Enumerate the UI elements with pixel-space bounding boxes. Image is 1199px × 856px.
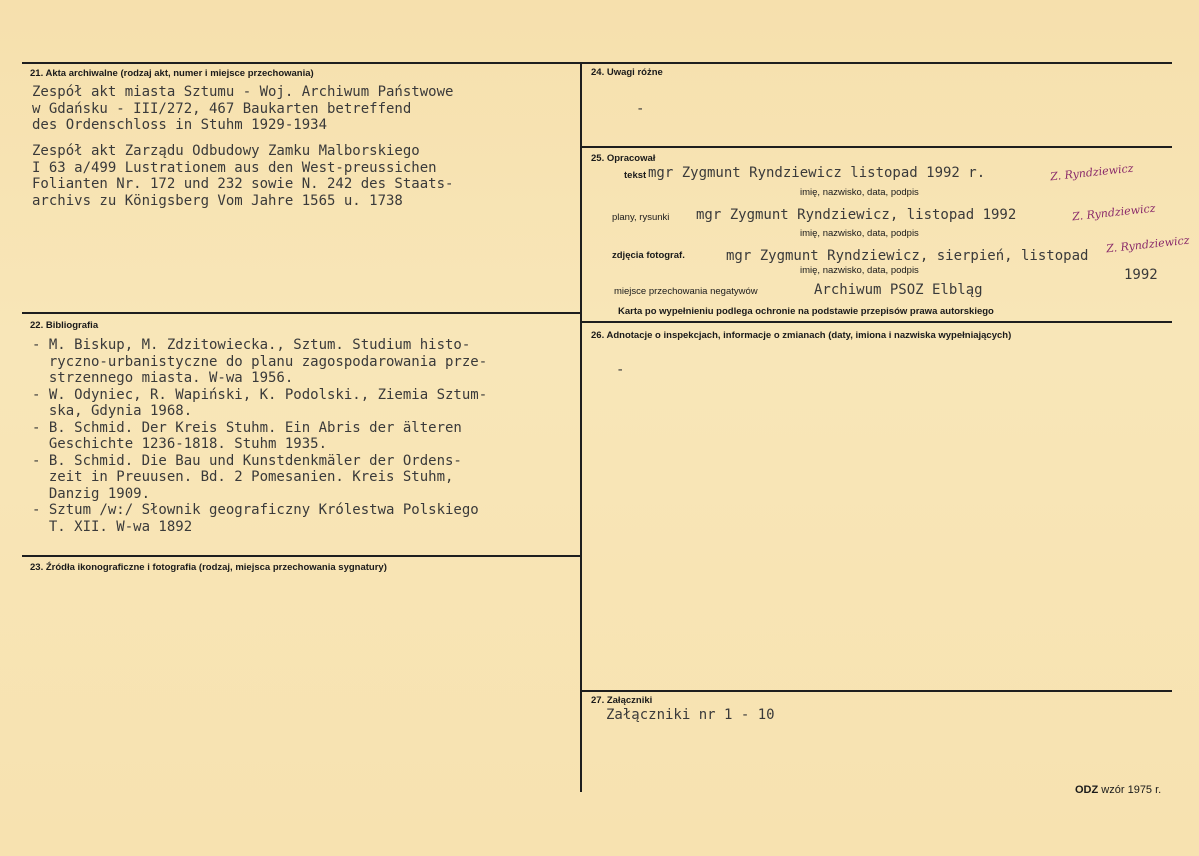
- section-21-text-1: Zespół akt miasta Sztumu - Woj. Archiwum Państwowe w Gdańsku - III/272, 467 Baukarten betreffend des Ordenschloss in Stuhm 1929-1934: [32, 84, 454, 133]
- signature-plany: Z. Ryndziewicz: [1071, 201, 1157, 224]
- tekst-value: mgr Zygmunt Ryndziewicz listopad 1992 r.: [648, 165, 986, 181]
- rule-21-22: [22, 312, 580, 314]
- rule-22-23: [22, 555, 580, 557]
- column-divider: [580, 62, 582, 792]
- signature-tekst: Z. Ryndziewicz: [1049, 161, 1135, 184]
- section-21-title: 21. Akta archiwalne (rodzaj akt, numer i miejsce przechowania): [30, 68, 314, 79]
- bibliography-text: - M. Biskup, M. Zdzitowiecka., Sztum. Studium histo- ryczno-urbanistyczne do planu zagospodarowania prze- strzennego miasta. W-wa 1956. - W. Odyniec, R. Wapiński, K. Podolski., Ziemia Sztum- ska, Gdynia 1968. - B. Schmid. Der Kreis Stuhm. Ein Abris der älteren Geschichte 1236-1818. Stuhm 1935. - B. Schmid. Die Bau und Kunstdenkmäler der Ordens- zeit in Preuusen. Bd. 2 Pomesanien. Kreis Stuhm, Danzig 1909. - Sztum /w:/ Słownik geograficzny Królestwa Polskiego T. XII. W-wa 1892: [32, 337, 488, 535]
- section-23-label: 23. Źródła ikonograficzne i fotografia (rodzaj, miejsca przechowania sygnatury): [30, 562, 387, 573]
- form-id: [1075, 784, 1161, 796]
- plany-label: plany, rysunki: [612, 212, 670, 223]
- rule-26-27: [582, 690, 1172, 692]
- section-21-label: [30, 68, 314, 79]
- section-21-text-2: Zespół akt Zarządu Odbudowy Zamku Malborskiego I 63 a/499 Lustrationem aus den West-preussichen Folianten Nr. 172 und 232 sowie N. 242 des Staats- archivs zu Königsberg Vom Jahre 1565 u. 1738: [32, 143, 454, 209]
- section-24-label: 24. Uwagi różne: [591, 67, 663, 78]
- copyright-note: Karta po wypełnieniu podlega ochronie na podstawie przepisów prawa autorskiego: [618, 306, 994, 317]
- zdjecia-year: 1992: [1124, 267, 1158, 283]
- zdjecia-caption: imię, nazwisko, data, podpis: [800, 265, 919, 276]
- tekst-label: tekst: [624, 170, 647, 181]
- tekst-caption: imię, nazwisko, data, podpis: [800, 187, 919, 198]
- top-rule: [22, 62, 1172, 64]
- signature-zdjecia: Z. Ryndziewicz: [1105, 233, 1191, 256]
- section-26-value: -: [616, 362, 625, 378]
- zdjecia-label: zdjęcia fotograf.: [612, 250, 685, 261]
- miejsce-value: Archiwum PSOZ Elbląg: [814, 282, 983, 298]
- form-code: ODZ: [1075, 784, 1099, 796]
- section-22-label: 22. Bibliografia: [30, 320, 99, 331]
- rule-24-25: [582, 146, 1172, 148]
- section-27-value: Załączniki nr 1 - 10: [606, 707, 775, 723]
- rule-25-26: [582, 321, 1172, 323]
- plany-caption: imię, nazwisko, data, podpis: [800, 228, 919, 239]
- section-25-label: 25. Opracował: [591, 153, 656, 164]
- section-27-label: 27. Załączniki: [591, 695, 653, 706]
- section-26-label: 26. Adnotacje o inspekcjach, informacje o zmianach (daty, imiona i nazwiska wypełniających): [591, 330, 1012, 341]
- miejsce-label: miejsce przechowania negatywów: [614, 286, 758, 297]
- zdjecia-value: mgr Zygmunt Ryndziewicz, sierpień, listopad: [726, 248, 1089, 264]
- section-24-value: -: [636, 101, 645, 117]
- form-year: wzór 1975 r.: [1101, 784, 1162, 796]
- plany-value: mgr Zygmunt Ryndziewicz, listopad 1992: [696, 207, 1017, 223]
